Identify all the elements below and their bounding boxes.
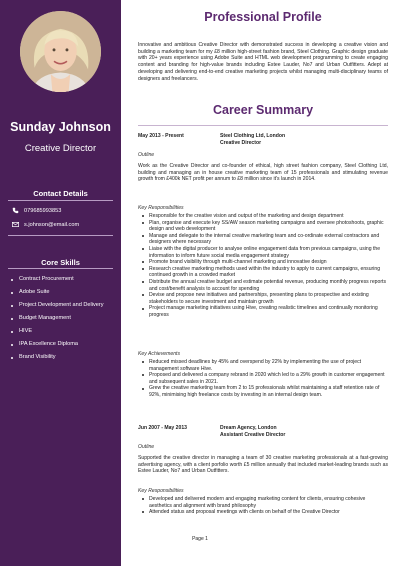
skill-item: Adobe Suite	[10, 289, 118, 302]
list-item: Promote brand visibility through multi-channel marketing and innovative design	[138, 259, 388, 266]
skills-list	[10, 276, 118, 367]
skill-item: IPA Excellence Diploma	[10, 341, 118, 354]
career-heading: Career Summary	[212, 103, 314, 117]
list-item: Grew the creative marketing team from 2 to 15 professionals whilst maintaining a staff retention rate of 92%, minimising high freelance costs by investing in an internal design team.	[138, 385, 388, 398]
job-outline: Supported the creative director in managing a team of 30 creative marketing professionals at a fast-growing advertising agency, with a client porfolio worth £5 million annually that included market-leading brands such as Estee Lauder, No7 and Urban Outfitters.	[138, 455, 388, 475]
skills-divider	[8, 268, 113, 269]
phone-row	[12, 207, 61, 214]
sidebar	[0, 0, 121, 566]
list-item: Distribute the annual creative budget and estimate potential revenue, producing monthly progress reports and cost/benefit analysis to account for spending	[138, 279, 388, 292]
job-company: Dream Agency, London	[220, 425, 277, 431]
list-item: Attended status and proposal meetings with clients on behalf of the Creative Director	[138, 509, 388, 516]
email-icon	[12, 221, 19, 228]
profile-heading: Professional Profile	[204, 10, 322, 24]
candidate-name: Sunday Johnson	[10, 120, 111, 134]
skill-item: Project Development and Delivery	[10, 302, 118, 315]
skill-item: Budget Management	[10, 315, 118, 328]
responsibilities-label: Key Responsibilities	[138, 205, 184, 211]
skill-item: HIVE	[10, 328, 118, 341]
email-row	[12, 221, 79, 228]
list-item: Research creative marketing methods used within the industry to apply to current campaigns, ensuring continued growth in a crowded market	[138, 266, 388, 279]
achievements-list	[138, 359, 388, 399]
email-address[interactable]: s.johnson@email.com	[24, 221, 80, 228]
contact-bottom-divider	[8, 235, 113, 236]
phone-number: 079685993853	[24, 207, 62, 214]
profile-photo	[20, 11, 101, 92]
list-item: Reduced missed deadlines by 45% and overspend by 22% by implementing the use of project management software Hive.	[138, 359, 388, 372]
job-dates: May 2013 - Present	[138, 133, 184, 139]
job-dates: Jun 2007 - May 2013	[138, 425, 187, 431]
outline-label: Outline	[138, 152, 155, 158]
responsibilities-list	[138, 496, 388, 516]
list-item: Devise and propose new initiatives and partnerships, presenting plans to prospective and existing stakeholders to secure investment and maintain growth	[138, 292, 388, 305]
job-company: Steel Clothing Ltd, London	[220, 133, 286, 139]
list-item: Proposed and delivered a company rebrand in 2020 which led to a 29% growth in customer engagement and subsequent sales in 2021.	[138, 372, 388, 385]
core-skills-heading: Core Skills	[41, 258, 80, 267]
responsibilities-list	[138, 213, 388, 319]
list-item: Developed and delivered modern and engaging marketing content for clients, ensuring cohesive aesthetics and alignment with brand philosophy	[138, 496, 388, 509]
candidate-role: Creative Director	[24, 143, 97, 154]
achievements-label: Key Achievements	[138, 351, 180, 357]
skill-item: Contract Procurement	[10, 276, 118, 289]
list-item: Manage and delegate to the internal creative marketing team and co-ordinate external contractors and designers where necessary	[138, 233, 388, 246]
list-item: Responsible for the creative vision and output of the marketing and design department	[138, 213, 388, 220]
skill-item: Brand Visibility	[10, 354, 118, 367]
job-position: Creative Director	[220, 140, 262, 146]
phone-icon	[12, 207, 19, 214]
profile-text: Innovative and ambitious Creative Director with demonstrated success in developing a creative vision and building a marketing team for my £8 million high-street fashion brand, Steel Clothing. Graphic design graduate with 20+ years experience using Adobe Suite and HTML web development programming to create engaging content and branding for high-value brands including Estee Lauder, No7 and Urban Outfitters. Adept at developing and delivering end-to-end creative marketing projects whilst managing multi-disciplinary teams of designers and freelancers.	[138, 42, 388, 82]
list-item: Plan, organise and execute key SS/AW season marketing campaigns and oversee photoshoots, graphic design and web development	[138, 220, 388, 233]
list-item: Liaise with the digital producer to analyse online engagement data from previous campaigns, using the information to inform future social media engagement strategy	[138, 246, 388, 259]
page-number: Page 1	[192, 536, 208, 542]
list-item: Project manage marketing initiatives using Hive, creating realistic timelines and continually monitoring progress	[138, 305, 388, 318]
contact-divider	[8, 200, 113, 201]
outline-label: Outline	[138, 444, 155, 450]
responsibilities-label: Key Responsibilities	[138, 488, 184, 494]
job-position: Assistant Creative Director	[220, 432, 286, 438]
contact-details-heading: Contact Details	[33, 189, 88, 198]
career-divider	[138, 125, 388, 126]
job-outline: Work as the Creative Director and co-founder of ethical, high street fashion company, Steel Clothing Ltd, building and managing an in house creative marketing team of 15 professionals and stimulating revenue growth from £400k NET profit per annum to £8 million since it's launch in 2014.	[138, 163, 388, 183]
